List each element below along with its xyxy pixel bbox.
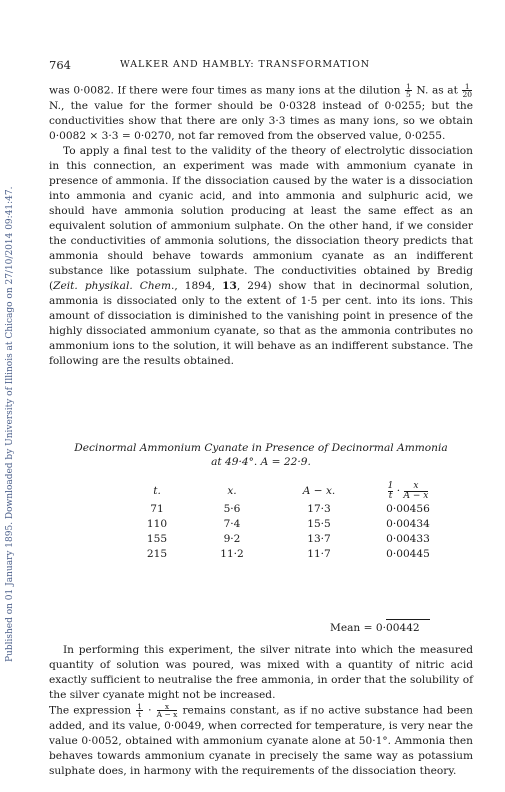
fraction-denominator: t xyxy=(388,490,393,501)
body-text-top xyxy=(49,83,473,369)
paragraph-silver-nitrate: In performing this experiment, the silver nitrate into which the measured quantity of solution was poured, was mixed with a quantity of nitric acid exactly sufficient to neutralise the free ammonia, in order that the solubility of the silver cyanate might not be increased. xyxy=(49,644,473,701)
text-run: was 0·0082. If there were four times as many ions at the dilution xyxy=(49,84,401,97)
fraction-denominator: 20 xyxy=(462,90,472,99)
cell-constant: 0·00434 xyxy=(386,518,430,530)
header-constant xyxy=(358,480,458,502)
cell-t: 215 xyxy=(146,548,168,560)
journal-citation: Zeit. physikal. Chem. xyxy=(53,279,175,292)
fraction-denominator: t xyxy=(138,710,142,719)
table-caption-conditions: at 49·4°. A = 22·9. xyxy=(211,456,311,468)
fraction-one-fifth xyxy=(405,83,412,98)
cell-constant: 0·00456 xyxy=(386,503,430,515)
text-run: N. as at xyxy=(412,84,462,97)
table-row xyxy=(130,502,460,517)
fraction-denominator: A − x xyxy=(156,710,178,719)
table-caption-title: Decinormal Ammonium Cyanate in Presence of Decinormal Ammonia xyxy=(74,442,448,454)
journal-volume: 13 xyxy=(222,279,237,292)
table-caption xyxy=(49,441,473,469)
fraction-numerator: 1 xyxy=(387,480,394,491)
multiply-dot: · xyxy=(396,485,401,497)
cell-constant: 0·00433 xyxy=(386,533,430,545)
results-table xyxy=(130,480,460,562)
mean-divider xyxy=(386,619,430,620)
fraction-denominator: 5 xyxy=(406,90,411,99)
header-t: t. xyxy=(153,485,161,497)
table-row xyxy=(130,547,460,562)
fraction-numerator: x xyxy=(157,703,178,711)
text-run: , 1894, xyxy=(174,279,223,292)
fraction-numerator: x xyxy=(404,482,429,492)
table-mean: Mean = 0·00442 xyxy=(330,622,420,634)
body-text-bottom xyxy=(49,643,473,779)
cell-x: 5·6 xyxy=(223,503,241,515)
cell-x: 11·2 xyxy=(220,548,244,560)
header-fraction-2 xyxy=(404,482,429,501)
cell-a-minus-x: 13·7 xyxy=(307,533,331,545)
cell-a-minus-x: 11·7 xyxy=(307,548,331,560)
paragraph-expression xyxy=(49,703,473,779)
fraction-numerator: 1 xyxy=(462,83,472,91)
text-run: N., the value for the former should be 0·0328 instead of 0·0255; but the conductivities show that there are only 3·3 times as many ions, so we obtain 0·0082 × 3·3 = 0·0270, not far removed from the observed value, 0·0255. xyxy=(49,99,473,142)
multiply-dot: · xyxy=(144,704,156,717)
table-row xyxy=(130,532,460,547)
header-a-minus-x: A − x. xyxy=(302,485,336,497)
fraction-denominator: A − x xyxy=(403,490,429,501)
fraction-one-twentieth xyxy=(462,83,472,98)
text-run: To apply a final test to the validity of the theory of electrolytic dissociation in this connection, an experiment was made with ammonium cyanate in presence of ammonia. If the dissociation caused by the water is a dissociation into ammonia and cyanic acid, and into ammonia and sulphuric acid, we should have ammonia solution producing at least the same effect as an equivalent solution of ammonium sulphate. On the other hand, if we consider the conductivities of ammonia solutions, the dissociation theory predicts that ammonia should behave towards ammonium cyanate as an indifferent substance like potassium sulphate. The conductivities obtained by Bredig ( xyxy=(49,144,473,292)
cell-x: 7·4 xyxy=(223,518,241,530)
download-watermark xyxy=(3,62,17,662)
download-watermark-text: Published on 01 January 1895. Downloaded by University of Illinois at Chicago on 27/10/2014 09:41:47. xyxy=(5,186,15,662)
cell-t: 155 xyxy=(146,533,168,545)
text-run: remains constant, as if no active substance had been added, and its value, 0·0049, when corrected for temperature, is very near the value 0·0052, obtained with ammonium cyanate alone at 50·1°. Ammonia then behaves towards ammonium cyanate in precisely the same way as potassium sulphate does, in harmony with the requirements of the dissociation theory. xyxy=(49,704,473,777)
fraction-numerator: 1 xyxy=(137,702,143,711)
text-run: The expression xyxy=(49,704,136,717)
table-row xyxy=(130,517,460,532)
text-run: , 294) show that in decinormal solution, ammonia is dissociated only to the extent of 1·5 per cent. into its ions. This amount of dissociation is diminished to the vanishing point in presence of the highly dissociated ammonium cyanate, so that as the ammonia contributes no ammonium ions to the solution, it will behave as an indifferent substance. The following are the results obtained. xyxy=(49,279,473,367)
cell-t: 71 xyxy=(150,503,164,515)
running-head: WALKER AND HAMBLY: TRANSFORMATION xyxy=(120,59,371,70)
fraction-one-over-t xyxy=(136,703,143,718)
paragraph-dilution xyxy=(49,83,473,144)
fraction-x-over-a-minus-x xyxy=(157,703,178,718)
cell-a-minus-x: 17·3 xyxy=(307,503,331,515)
fraction-numerator: 1 xyxy=(406,82,411,91)
cell-t: 110 xyxy=(146,518,168,530)
paragraph-final-test xyxy=(49,144,473,369)
header-fraction-1 xyxy=(388,482,394,501)
table-header-row xyxy=(130,480,460,502)
cell-constant: 0·00445 xyxy=(386,548,430,560)
cell-a-minus-x: 15·5 xyxy=(307,518,331,530)
header-x: x. xyxy=(227,485,237,497)
cell-x: 9·2 xyxy=(223,533,241,545)
page-number: 764 xyxy=(49,58,71,72)
